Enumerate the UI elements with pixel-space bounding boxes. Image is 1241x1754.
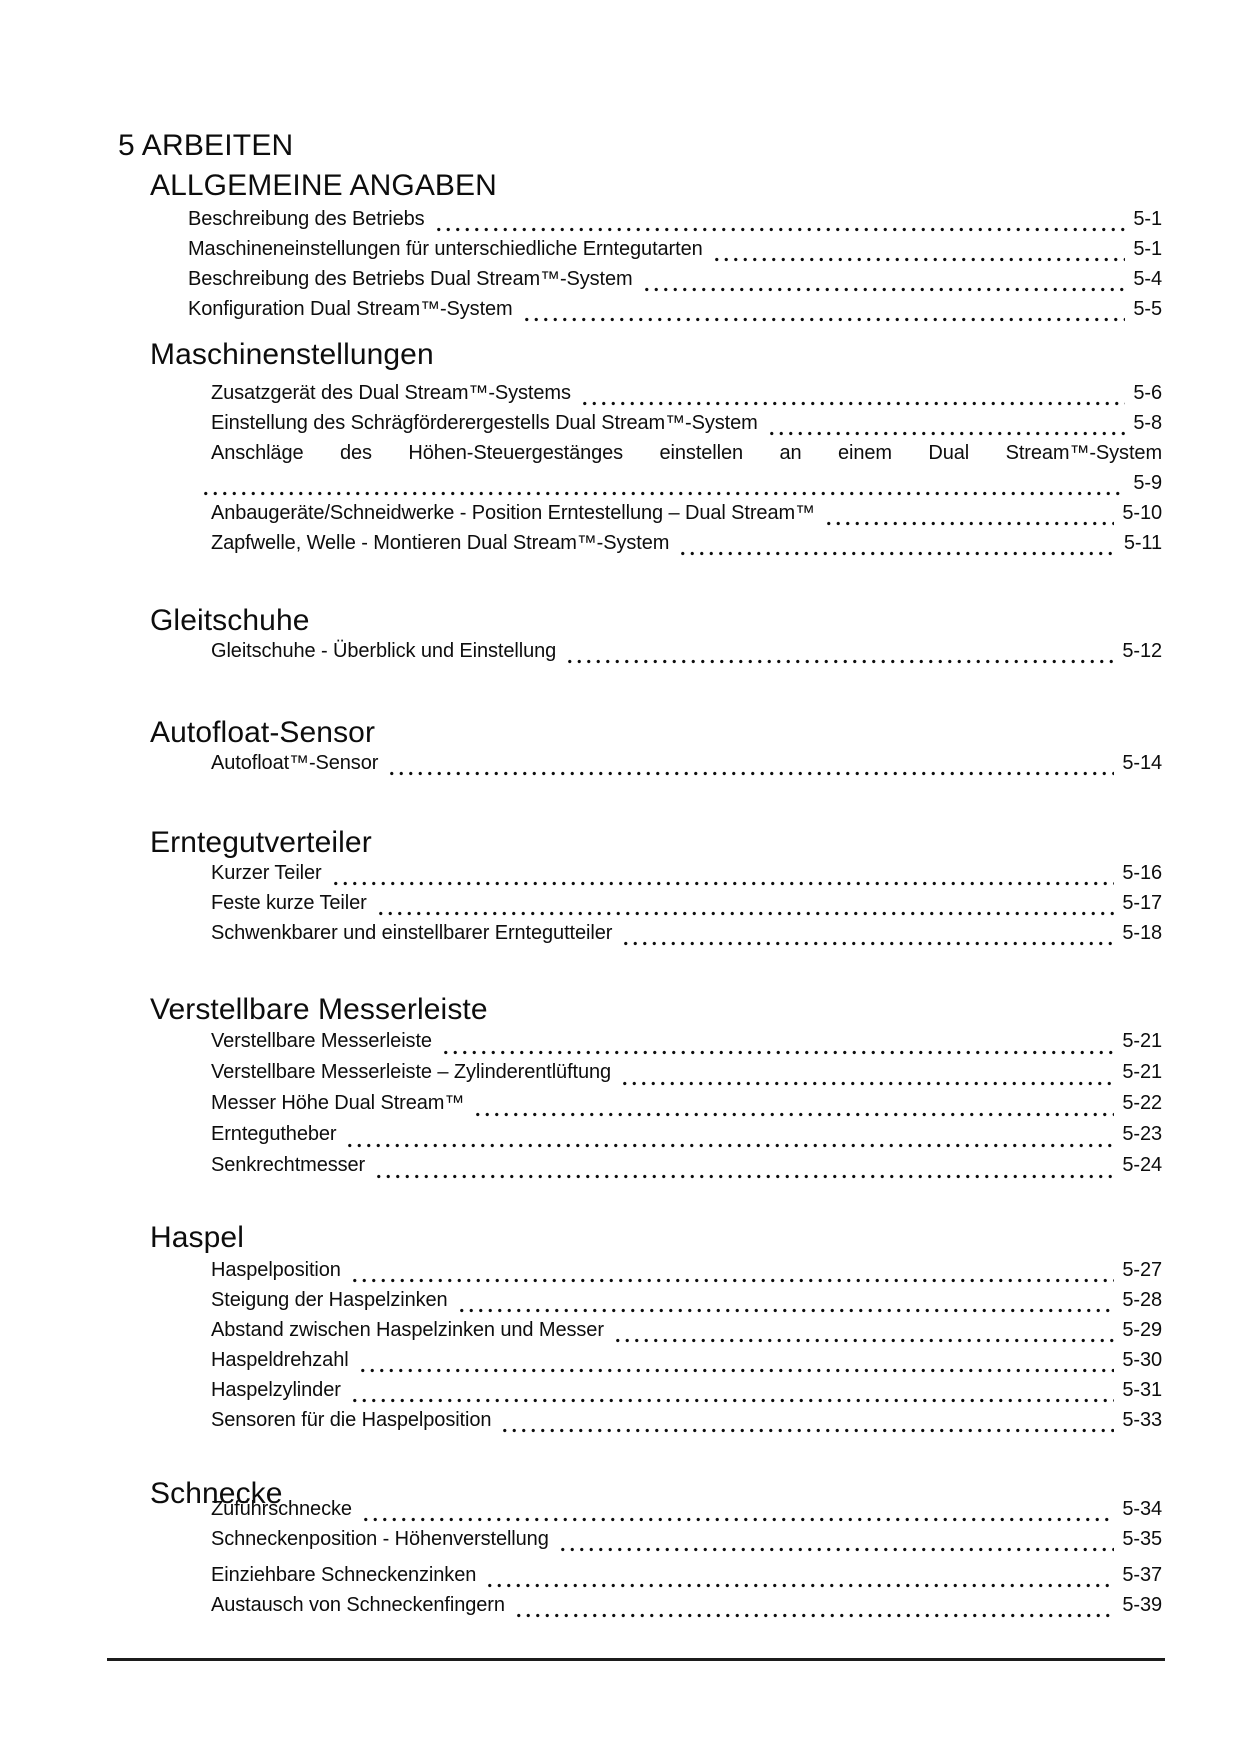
toc-entry [211,1498,1162,1528]
toc-entry-title: Anbaugeräte/Schneidwerke - Position Erntestellung – Dual Stream™ [211,502,815,524]
dot-leader [374,892,1115,922]
dot-leader [512,1594,1115,1624]
dot-leader [556,1528,1115,1558]
page-number: 5-14 [1122,752,1162,774]
dot-leader [498,1409,1114,1439]
dot-leader [710,238,1126,268]
toc-entry-title: Haspeldrehzahl [211,1349,349,1371]
dot-leader [520,298,1126,328]
page-number: 5-11 [1123,532,1162,554]
toc-entry-continuation [199,472,1162,502]
toc-entry-title: Beschreibung des Betriebs [188,208,425,230]
section-entries [211,382,1162,562]
toc-entry-wrapped-line: Anschläge des Höhen-Steuergestänges einstellen an einem Dual Stream™-System [211,442,1162,464]
dot-leader [618,1061,1114,1092]
dot-leader [471,1092,1114,1123]
dot-leader [765,412,1126,442]
page-number: 5-30 [1122,1349,1162,1371]
toc-entry-title: Senkrechtmesser [211,1154,366,1176]
page-number: 5-8 [1133,412,1162,434]
page-number: 5-23 [1122,1123,1162,1145]
toc-entry-title: Verstellbare Messerleiste [211,1030,432,1052]
dot-leader [329,862,1115,892]
page-number: 5-5 [1133,298,1162,320]
page-number: 5-33 [1122,1409,1162,1431]
section-heading: Erntegutverteiler [150,826,372,859]
toc-entry-title: Haspelposition [211,1259,341,1281]
dot-leader [432,208,1126,238]
toc-entry-title: Steigung der Haspelzinken [211,1289,448,1311]
toc-entry-title: Zusatzgerät des Dual Stream™-Systems [211,382,571,404]
page-number: 5-21 [1122,1061,1162,1083]
dot-leader [359,1498,1114,1528]
dot-leader [356,1349,1115,1379]
section-heading: Gleitschuhe [150,604,310,637]
toc-entry [211,922,1162,952]
toc-entry [211,532,1162,562]
dot-leader [483,1564,1114,1594]
page-number: 5-4 [1133,268,1162,290]
page-number: 5-6 [1133,382,1162,404]
page-number: 5-31 [1122,1379,1162,1401]
section-entries [188,208,1162,328]
section-heading: ALLGEMEINE ANGABEN [150,169,497,202]
page-number: 5-10 [1122,502,1162,524]
page-number: 5-17 [1122,892,1162,914]
page-number: 5-18 [1122,922,1162,944]
section-heading: Autofloat-Sensor [150,716,376,749]
page-number: 5-35 [1122,1528,1162,1550]
section-heading: Verstellbare Messerleiste [150,993,488,1026]
dot-leader [563,640,1114,670]
toc-entry [188,298,1162,328]
page-number: 5-1 [1133,238,1162,260]
section-entries [211,862,1162,952]
page-number: 5-39 [1122,1594,1162,1616]
toc-entry-title: Erntegutheber [211,1123,337,1145]
page-number: 5-22 [1122,1092,1162,1114]
toc-entry [211,862,1162,892]
page-number: 5-12 [1122,640,1162,662]
section-entries [211,1030,1162,1185]
toc-entry-title: Sensoren für die Haspelposition [211,1409,492,1431]
toc-entry-title: Zuführschnecke [211,1498,352,1520]
toc-entry [211,1092,1162,1123]
toc-entry [211,382,1162,412]
toc-entry [211,1289,1162,1319]
section-entries [211,640,1162,670]
section-heading: Schnecke [150,1477,283,1510]
toc-entry-title: Feste kurze Teiler [211,892,367,914]
section-heading: Haspel [150,1221,244,1254]
toc-entry-title: Abstand zwischen Haspelzinken und Messer [211,1319,604,1341]
page-number: 5-34 [1122,1498,1162,1520]
toc-entry [211,1061,1162,1092]
dot-leader [619,922,1114,952]
section-entries [211,752,1162,782]
toc-entry [211,640,1162,670]
dot-leader [439,1030,1114,1061]
toc-entry-title: Maschineneinstellungen für unterschiedliche Erntegutarten [188,238,703,260]
page-number: 5-29 [1122,1319,1162,1341]
toc-entry [211,1409,1162,1439]
page-number: 5-37 [1122,1564,1162,1586]
chapter-title: 5 ARBEITEN [118,129,294,162]
toc-entry [188,238,1162,268]
dot-leader [640,268,1126,298]
dot-leader [199,472,1125,502]
page-number: 5-9 [1133,472,1162,494]
page-number: 5-21 [1122,1030,1162,1052]
dot-leader [676,532,1116,562]
dot-leader [822,502,1114,532]
dot-leader [385,752,1114,782]
toc-entry [211,1379,1162,1409]
toc-entry [211,1319,1162,1349]
toc-entry-title: Austausch von Schneckenfingern [211,1594,505,1616]
toc-entry [211,1259,1162,1289]
toc-entry-title: Messer Höhe Dual Stream™ [211,1092,465,1114]
toc-entry [211,752,1162,782]
toc-entry-title: Konfiguration Dual Stream™-System [188,298,513,320]
dot-leader [348,1259,1115,1289]
section-entries [211,1498,1162,1624]
toc-entry [211,1349,1162,1379]
toc-entry [211,1030,1162,1061]
dot-leader [455,1289,1115,1319]
section-heading: Maschinenstellungen [150,338,434,371]
toc-entry-title: Verstellbare Messerleiste – Zylinderentlüftung [211,1061,612,1083]
toc-entry-title: Schneckenposition - Höhenverstellung [211,1528,549,1550]
toc-entry [188,268,1162,298]
toc-entry [211,1528,1162,1558]
dot-leader [578,382,1126,412]
toc-entry-title: Zapfwelle, Welle - Montieren Dual Stream™-System [211,532,670,554]
toc-entry [188,208,1162,238]
toc-entry-title: Beschreibung des Betriebs Dual Stream™-System [188,268,633,290]
toc-entry [211,502,1162,532]
page-number: 5-28 [1122,1289,1162,1311]
toc-entry [211,1123,1162,1154]
toc-entry-title: Schwenkbarer und einstellbarer Erntegutteiler [211,922,613,944]
toc-entry [211,1154,1162,1185]
toc-entry-title: Kurzer Teiler [211,862,322,884]
toc-entry [211,1564,1162,1594]
toc-entry [211,1594,1162,1624]
dot-leader [372,1154,1114,1185]
dot-leader [343,1123,1114,1154]
toc-entry-title: Autofloat™-Sensor [211,752,379,774]
footer-rule [107,1658,1165,1661]
page-number: 5-1 [1133,208,1162,230]
dot-leader [348,1379,1115,1409]
page-number: 5-27 [1122,1259,1162,1281]
toc-entry-title: Einziehbare Schneckenzinken [211,1564,477,1586]
page-number: 5-24 [1122,1154,1162,1176]
section-entries [211,1259,1162,1439]
toc-entry-title: Haspelzylinder [211,1379,341,1401]
page-number: 5-16 [1122,862,1162,884]
dot-leader [611,1319,1114,1349]
toc-entry-title: Gleitschuhe - Überblick und Einstellung [211,640,557,662]
toc-entry-title: Einstellung des Schrägförderergestells Dual Stream™-System [211,412,758,434]
toc-entry [211,412,1162,442]
toc-entry [211,892,1162,922]
